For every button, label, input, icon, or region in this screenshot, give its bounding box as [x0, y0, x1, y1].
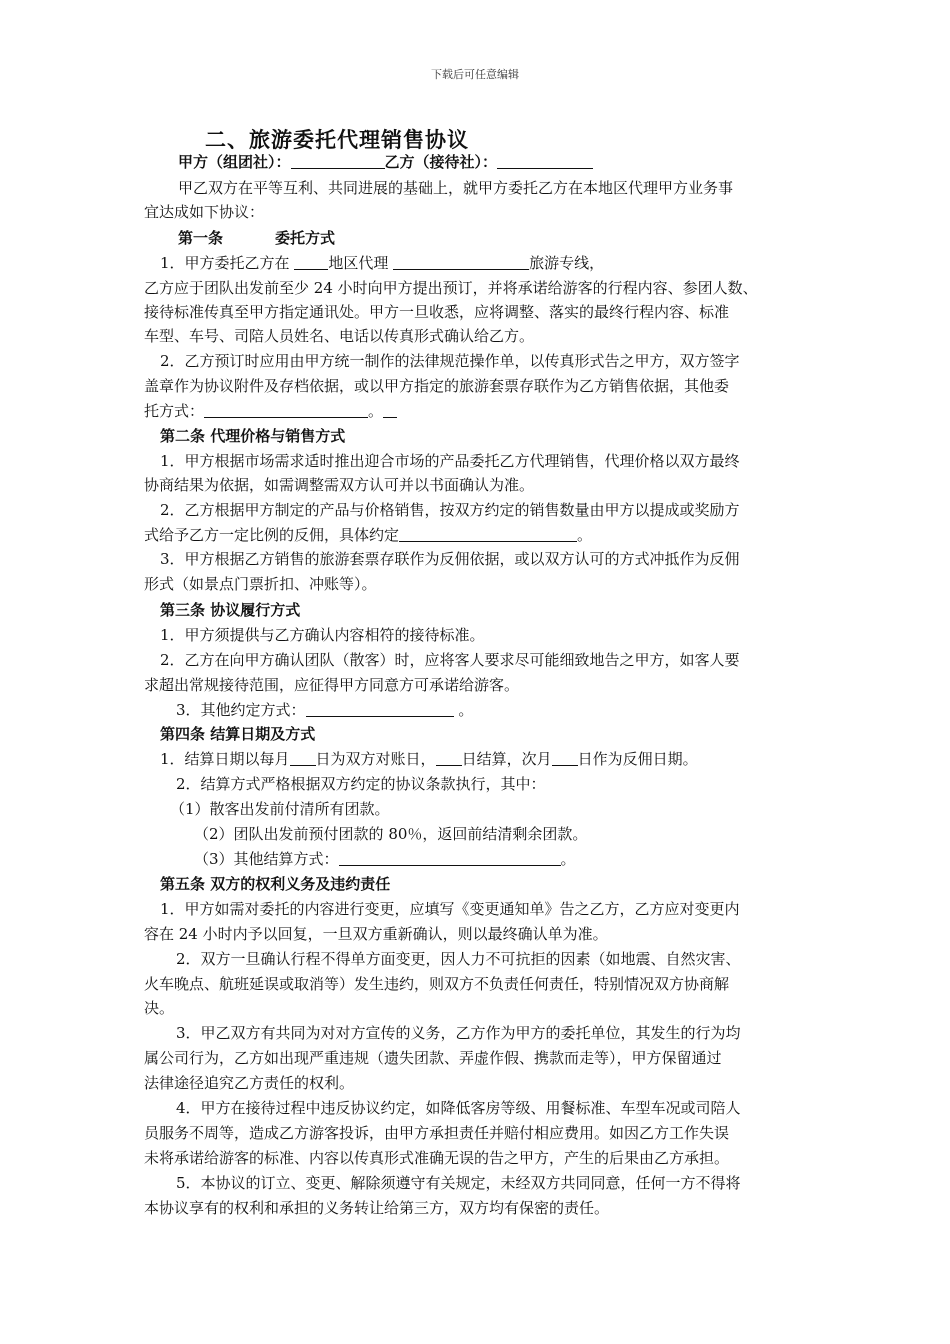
paragraph-line: 未将承诺给游客的标准、内容以传真形式准确无误的告之甲方，产生的后果由乙方承担。	[144, 1149, 730, 1167]
paragraph-line: 法律途径追究乙方责任的权利。	[144, 1074, 355, 1092]
text-span: 。	[577, 526, 593, 544]
paragraph-line: 接待标准传真至甲方指定通讯处。甲方一旦收悉，应将调整、落实的最终行程内容、标准	[144, 303, 730, 321]
paragraph-line: 2．乙方根据甲方制定的产品与价格销售，按双方约定的销售数量由甲方以提成或奖励方	[160, 501, 740, 519]
paragraph-line: 2．乙方预订时应用由甲方统一制作的法律规范操作单，以传真形式告之甲方，双方签字	[160, 352, 740, 370]
text-span: 地区代理	[328, 254, 389, 272]
paragraph-line: 形式（如景点门票折扣、冲账等）。	[144, 575, 377, 593]
article-1-title: 委托方式	[275, 229, 336, 247]
underline	[383, 402, 397, 418]
article-4-item-1	[160, 749, 698, 769]
sub-item: （2）团队出发前预付团款的 80％，返回前结清剩余团款。	[194, 825, 588, 843]
text-span: 1．甲方委托乙方在	[160, 254, 290, 272]
paragraph-line: 属公司行为，乙方如出现严重违规（遗失团款、弄虚作假、携款而走等），甲方保留通过	[144, 1049, 722, 1067]
paragraph-line: 车型、车号、司陪人员姓名、电话以传真形式确认给乙方。	[144, 327, 535, 345]
paragraph-line: 容在 24 小时内予以回复，一旦双方重新确认，则以最终确认单为准。	[144, 925, 608, 943]
text-span: 式给予乙方一定比例的反佣，具体约定	[144, 526, 400, 544]
commission-day-blank[interactable]	[552, 750, 578, 766]
text-span: 1．结算日期以每月	[160, 750, 290, 768]
text-span: 托方式：	[144, 402, 205, 420]
paragraph-line: 1．甲方根据市场需求适时推出迎合市场的产品委托乙方代理销售，代理价格以双方最终	[160, 452, 740, 470]
document-title: 二、旅游委托代理销售协议	[205, 127, 469, 152]
article-1-number: 第一条	[178, 229, 224, 247]
text-span: （3）其他结算方式：	[194, 850, 339, 868]
paragraph-line: 决。	[144, 999, 175, 1017]
paragraph-line: 1．甲方如需对委托的内容进行变更，应填写《变更通知单》告之乙方，乙方应对变更内	[160, 900, 740, 918]
article-4-heading: 第四条 结算日期及方式	[160, 725, 316, 743]
text-span: 日结算，次月	[461, 750, 552, 768]
paragraph-line: 本协议享有的权利和承担的义务转让给第三方，双方均有保密的责任。	[144, 1199, 610, 1217]
text-span: 日为双方对账日，	[315, 750, 436, 768]
paragraph-line: 1．甲方须提供与乙方确认内容相符的接待标准。	[160, 626, 485, 644]
settlement-day-blank[interactable]	[436, 750, 462, 766]
region-blank[interactable]	[294, 254, 328, 270]
article-3-item-3	[176, 700, 473, 720]
paragraph-line: 3．甲方根据乙方销售的旅游套票存联作为反佣依据，或以双方认可的方式冲抵作为反佣	[160, 550, 740, 568]
paragraph-line: 求超出常规接待范围，应征得甲方同意方可承诺给游客。	[144, 676, 520, 694]
other-agreement-blank[interactable]	[306, 701, 454, 717]
other-settlement-blank[interactable]	[339, 850, 561, 866]
route-blank[interactable]	[393, 254, 529, 270]
paragraph-line: 2．乙方在向甲方确认团队（散客）时，应将客人要求尽可能细致地告之甲方，如客人要	[160, 651, 740, 669]
paragraph-line: 2．结算方式严格根据双方约定的协议条款执行，其中：	[176, 775, 546, 793]
intro-line: 宜达成如下协议：	[144, 203, 265, 221]
article-1-heading	[178, 228, 335, 248]
text-span: 3．其他约定方式：	[176, 701, 306, 719]
text-span: 。	[368, 402, 384, 420]
paragraph-line: 4．甲方在接待过程中违反协议约定，如降低客房等级、用餐标准、车型车况或司陪人	[176, 1099, 741, 1117]
sub-item	[194, 849, 576, 869]
article-5-heading: 第五条 双方的权利义务及违约责任	[160, 875, 391, 893]
article-1-item-1	[160, 253, 604, 273]
article-2-heading: 第二条 代理价格与销售方式	[160, 427, 346, 445]
article-3-heading: 第三条 协议履行方式	[160, 601, 301, 619]
paragraph-line: 3．甲乙双方有共同为对对方宣传的义务，乙方作为甲方的委托单位，其发生的行为均	[176, 1024, 741, 1042]
article-1-other-method	[144, 401, 397, 421]
page-header: 下载后可任意编辑	[431, 68, 519, 81]
party-b-label: 乙方（接待社）：	[384, 153, 498, 171]
paragraph-line: 2．双方一旦确认行程不得单方面变更，因人力不可抗拒的因素（如地震、自然灾害、	[176, 950, 741, 968]
commission-blank[interactable]	[399, 526, 577, 542]
paragraph-line: 火车晚点、航班延误或取消等）发生违约，则双方不负责任何责任，特别情况双方协商解	[144, 975, 730, 993]
paragraph-line: 5．本协议的订立、变更、解除须遵守有关规定，未经双方共同同意，任何一方不得将	[176, 1174, 741, 1192]
paragraph-line: 乙方应于团队出发前至少 24 小时向甲方提出预订，并将承诺给游客的行程内容、参团人数、	[144, 279, 758, 297]
text-span: 日作为反佣日期。	[577, 750, 698, 768]
other-method-blank[interactable]	[204, 402, 368, 418]
party-a-label: 甲方（组团社）：	[178, 153, 291, 171]
text-span: 旅游专线，	[529, 254, 605, 272]
sub-item: （1）散客出发前付清所有团款。	[170, 800, 390, 818]
intro-line: 甲乙双方在平等互利、共同进展的基础上，就甲方委托乙方在本地区代理甲方业务事	[178, 179, 734, 197]
reconcile-day-blank[interactable]	[290, 750, 316, 766]
article-2-item-2-end	[144, 525, 592, 545]
text-span: 。	[458, 701, 474, 719]
paragraph-line: 盖章作为协议附件及存档依据，或以甲方指定的旅游套票存联作为乙方销售依据，其他委	[144, 377, 730, 395]
party-b-blank[interactable]	[497, 153, 593, 169]
parties-line	[178, 152, 593, 172]
text-span: 。	[560, 850, 576, 868]
party-a-blank[interactable]	[291, 153, 385, 169]
paragraph-line: 员服务不周等，造成乙方游客投诉，由甲方承担责任并赔付相应费用。如因乙方工作失误	[144, 1124, 730, 1142]
paragraph-line: 协商结果为依据，如需调整需双方认可并以书面确认为准。	[144, 476, 535, 494]
